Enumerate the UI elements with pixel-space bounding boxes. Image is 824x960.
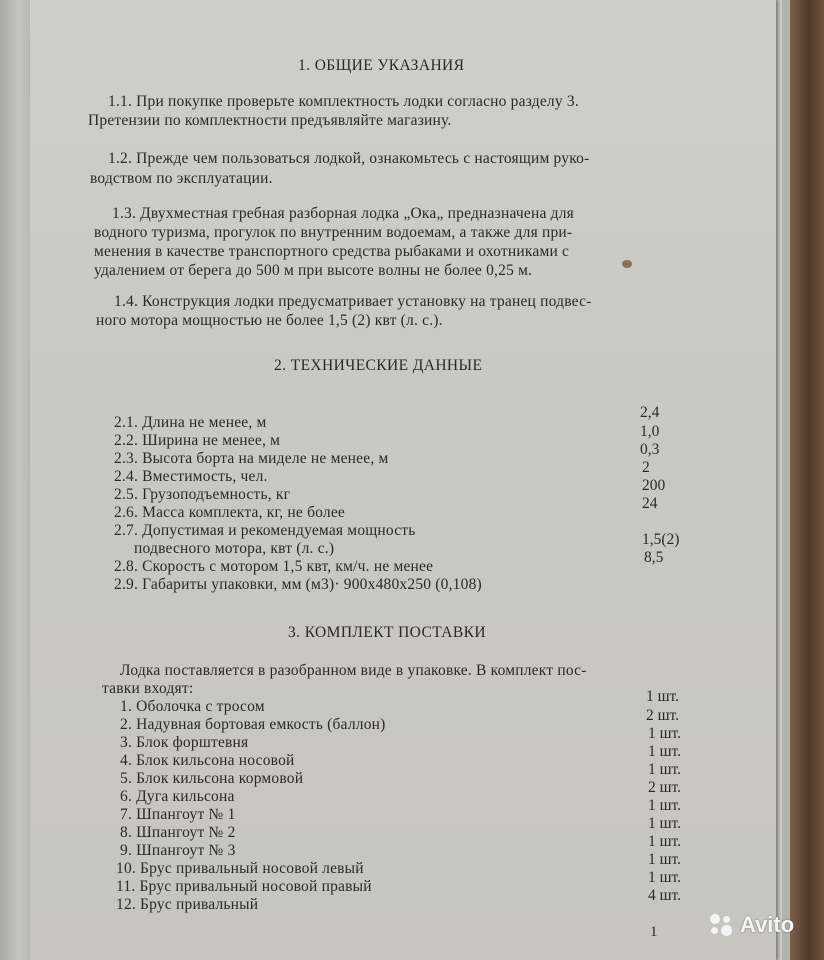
section1-line: 1.2. Прежде чем пользоваться лодкой, ознакомьтесь с настоящим руко- [108,150,590,167]
spec-label: 2.1. Длина не менее, м [114,414,267,431]
kit-item-label: 9. Шпангоут № 3 [120,842,236,859]
kit-item-label: 10. Брус привальный носовой левый [116,860,364,877]
section2-heading: 2. ТЕХНИЧЕСКИЕ ДАННЫЕ [274,357,483,374]
kit-item-qty: 1 шт. [648,851,682,868]
section1-line: ного мотора мощностью не более 1,5 (2) квт (л. с.). [96,312,443,329]
section1-line: менения в качестве транспортного средства рыбаками и охотниками с [94,243,570,260]
kit-item-label: 7. Шпангоут № 1 [120,806,236,823]
kit-item-qty: 2 шт. [646,707,680,724]
section3-intro: тавки входят: [102,680,194,697]
kit-item-qty: 1 шт. [648,797,682,814]
section1-line: Претензии по комплектности предъявляйте магазину. [88,112,452,129]
kit-item-label: 2. Надувная бортовая емкость (баллон) [120,716,386,733]
section1-heading: 1. ОБЩИЕ УКАЗАНИЯ [298,57,465,74]
kit-item-label: 12. Брус привальный [116,896,259,913]
kit-item-qty: 1 шт. [648,743,682,760]
kit-item-qty: 1 шт. [648,833,682,850]
spec-value: 0,3 [640,441,660,458]
avito-logo-icon [708,912,734,938]
spec-value: 2 [642,459,650,476]
section3-heading: 3. КОМПЛЕКТ ПОСТАВКИ [288,624,486,641]
spec-value: 24 [642,495,658,512]
kit-item-qty: 1 шт. [648,869,682,886]
avito-watermark [708,912,794,938]
document-page [30,0,776,960]
section1-line: 1.1. При покупке проверьте комплектность лодки согласно разделу 3. [108,93,579,110]
section1-line: 1.4. Конструкция лодки предусматривает установку на транец подвес- [114,293,592,310]
left-page-strip [0,0,31,960]
kit-item-qty: 4 шт. [648,887,682,904]
spec-label: 2.5. Грузоподъемность, кг [114,486,291,503]
avito-wordmark: Avito [740,912,795,937]
spec-value: 2,4 [640,404,660,421]
spec-value: 8,5 [644,549,664,566]
kit-item-qty: 1 шт. [648,815,682,832]
page-edge [776,0,782,960]
spec-value: 1,5(2) [642,531,680,548]
section1-line: удалением от берега до 500 м при высоте волны не более 0,25 м. [94,262,533,279]
kit-item-label: 3. Блок форштевня [120,734,249,751]
kit-item-label: 5. Блок кильсона кормовой [120,770,304,787]
spec-label: 2.4. Вместимость, чел. [114,468,268,485]
spec-label: 2.3. Высота борта на миделе не менее, м [114,450,389,467]
kit-item-qty: 1 шт. [646,688,680,705]
kit-item-qty: 2 шт. [648,779,682,796]
kit-item-label: 6. Дуга кильсона [120,788,235,805]
section1-line: водного туризма, прогулок по внутренним водоемам, а также для при- [94,224,573,241]
kit-item-label: 11. Брус привальный носовой правый [116,878,372,895]
spec-label: 2.8. Скорость с мотором 1,5 квт, км/ч. не менее [114,558,434,575]
kit-item-label: 8. Шпангоут № 2 [120,824,236,841]
spec-value: 200 [642,477,666,494]
spec-value: 1,0 [640,423,660,440]
section3-intro: Лодка поставляется в разобранном виде в упаковке. В комплект пос- [120,662,587,679]
spec-label: 2.2. Ширина не менее, м [114,432,281,449]
spec-label: 2.9. Габариты упаковки, мм (м3)· 900x480x250 (0,108) [114,576,482,593]
kit-item-qty: 1 шт. [648,761,682,778]
stain-mark [622,260,632,268]
kit-item-label: 4. Блок кильсона носовой [120,752,295,769]
kit-item-label: 1. Оболочка с тросом [120,698,265,715]
page-number: 1 [650,924,658,940]
section1-line: 1.3. Двухместная гребная разборная лодка „Ока„ предназначена для [112,205,574,222]
spec-label: подвесного мотора, квт (л. с.) [134,540,335,557]
kit-item-qty: 1 шт. [648,725,682,742]
section1-line: водством по эксплуатации. [90,170,273,187]
spec-label: 2.6. Масса комплекта, кг, не более [114,504,345,521]
spec-label: 2.7. Допустимая и рекомендуемая мощность [114,522,416,539]
